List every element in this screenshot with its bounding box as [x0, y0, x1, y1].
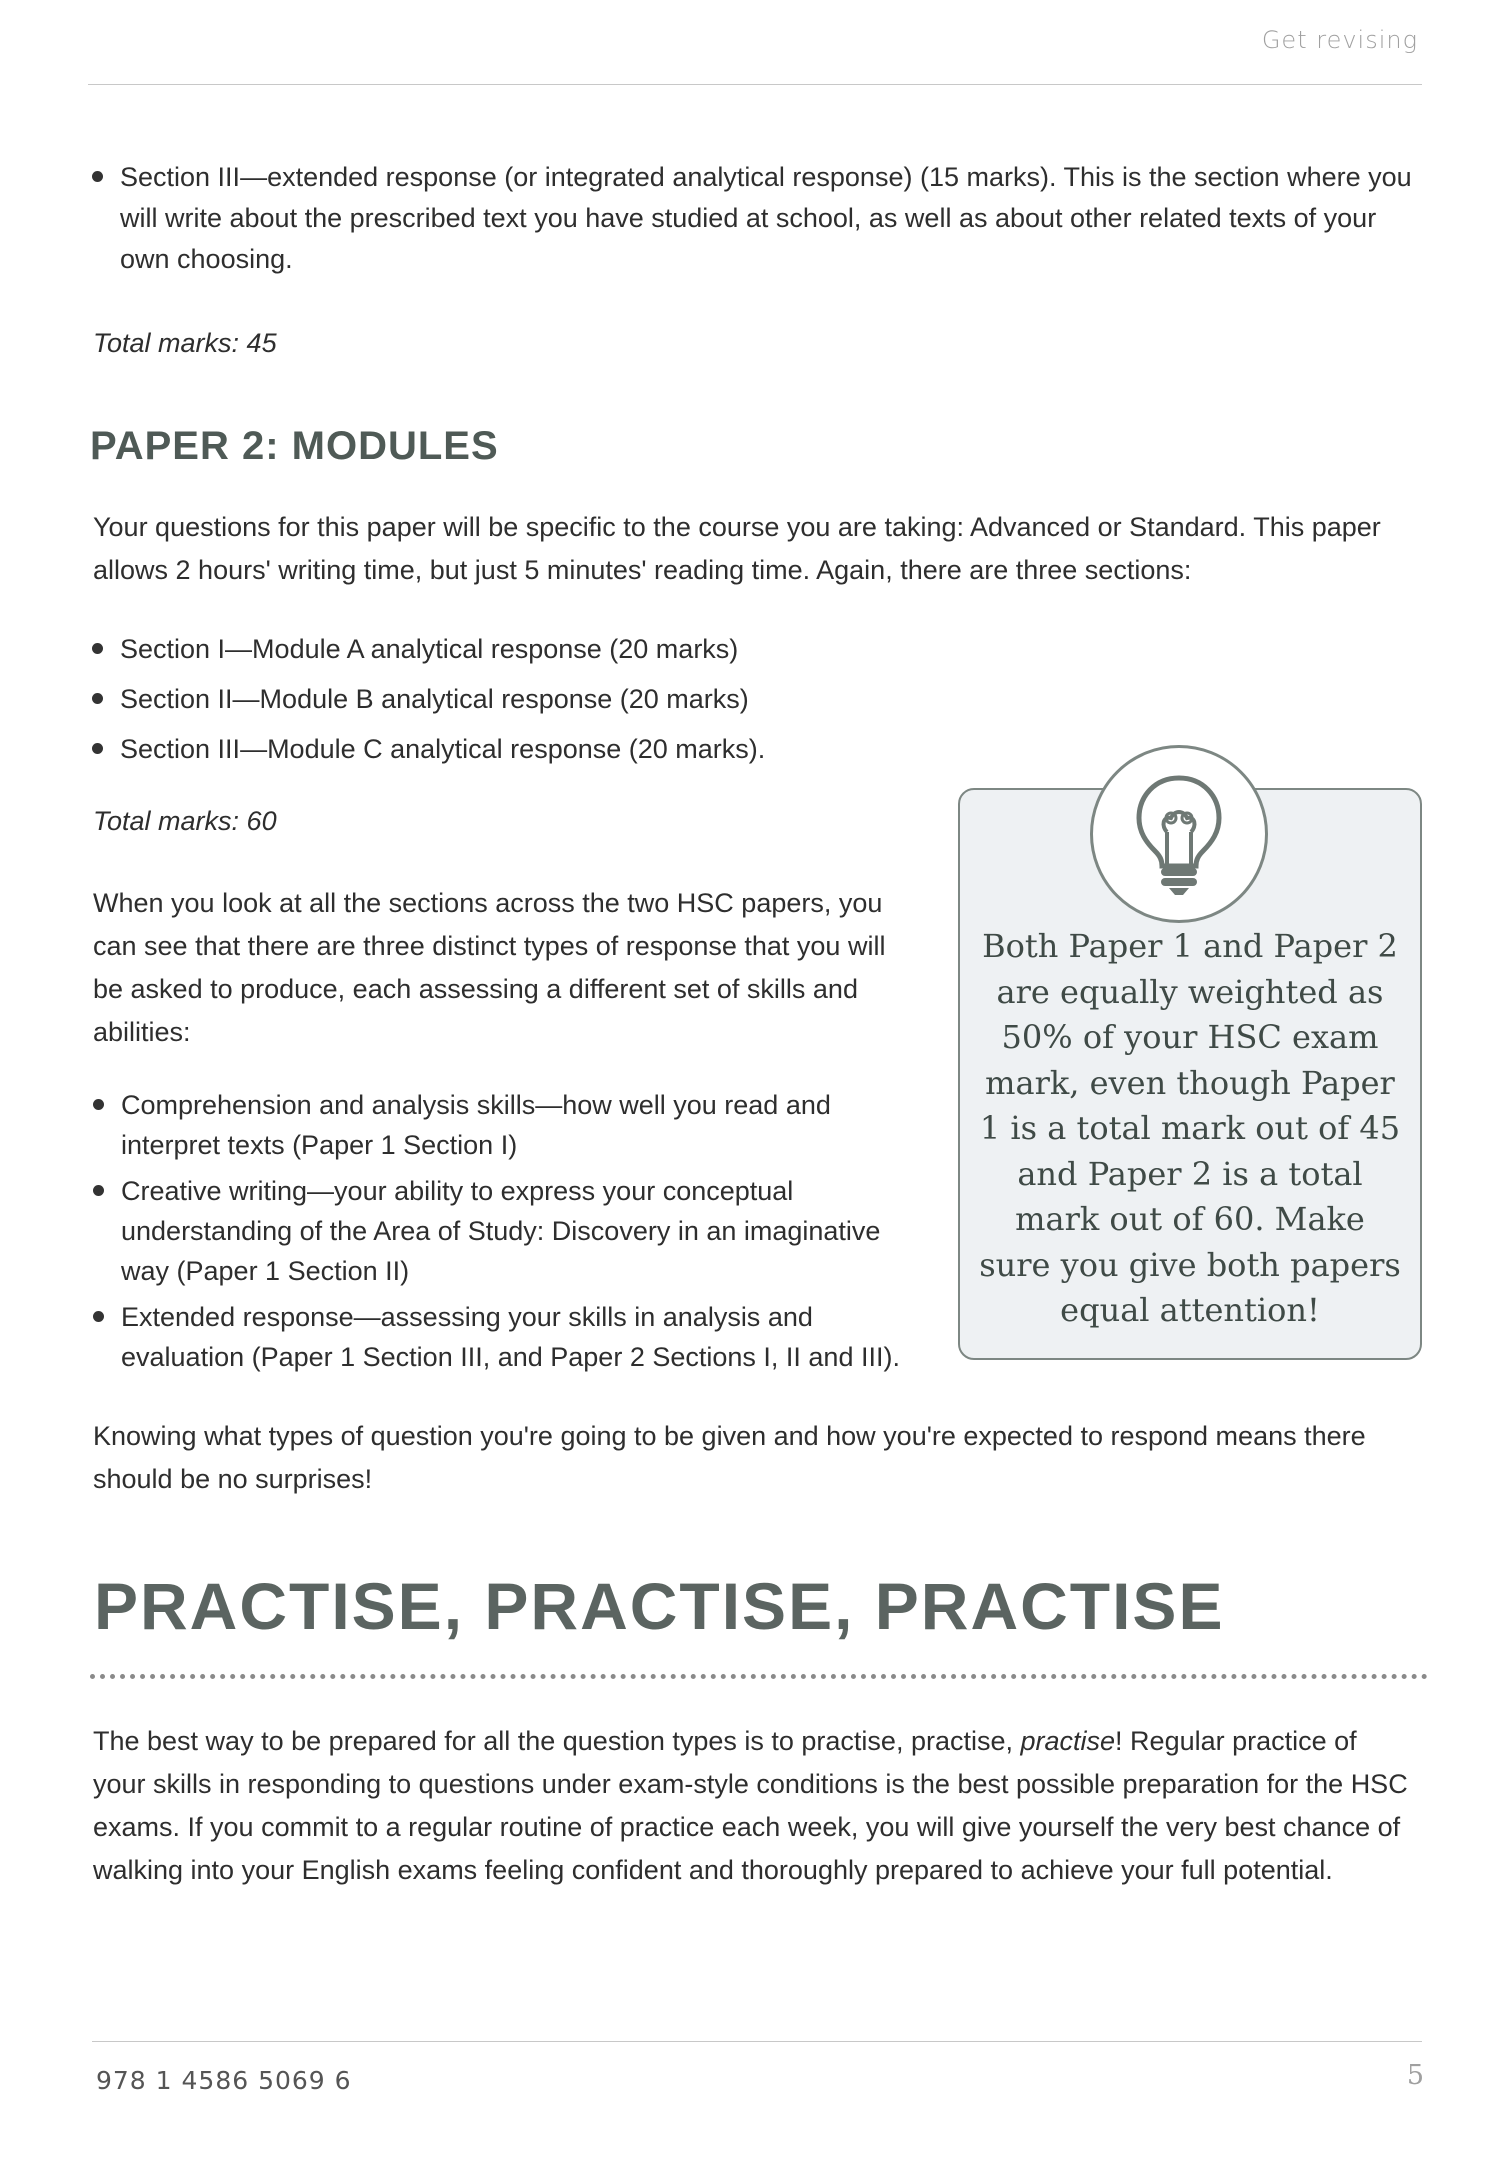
isbn: 978 1 4586 5069 6	[96, 2066, 352, 2095]
response-types-list	[89, 1085, 919, 1377]
response-bullet-2: Creative writing—your ability to express your conceptual understanding of the Area of Study: Discovery in an imaginative way (Paper 1 Section II)	[121, 1176, 881, 1286]
lightbulb-icon	[1127, 770, 1231, 898]
paper2-intro: Your questions for this paper will be specific to the course you are taking: Advanced or Standard. This paper allows 2 hours' writing time, but just 5 minutes' reading time. Again, there are three sections:	[93, 512, 1381, 585]
paper2-section-list	[88, 624, 988, 774]
bullet-icon	[92, 743, 103, 754]
paper2-bullet-1: Section I—Module A analytical response (20 marks)	[120, 634, 739, 664]
response-types-intro: When you look at all the sections across the two HSC papers, you can see that there are three distinct types of response that you will be asked to produce, each assessing a different set of skills and abilities:	[93, 888, 886, 1047]
practise-text-emphasis: practise	[1020, 1726, 1116, 1756]
tip-icon-circle	[1090, 745, 1268, 923]
list-item	[89, 1171, 919, 1291]
response-bullet-1: Comprehension and analysis skills—how well you read and interpret texts (Paper 1 Section I)	[121, 1090, 831, 1160]
bullet-icon	[93, 1099, 104, 1110]
list-item	[88, 624, 988, 674]
response-bullet-3: Extended response—assessing your skills in analysis and evaluation (Paper 1 Section III, and Paper 2 Sections I, II and III).	[121, 1302, 900, 1372]
bullet-icon	[93, 1311, 104, 1322]
bullet-icon	[92, 693, 103, 704]
paper2-bullet-2: Section II—Module B analytical response (20 marks)	[120, 684, 749, 714]
section3-list	[88, 157, 1428, 280]
practise-heading: PRACTISE, PRACTISE, PRACTISE	[94, 1569, 1225, 1643]
paper2-heading: PAPER 2: MODULES	[90, 424, 499, 468]
list-item	[88, 724, 988, 774]
tip-text: Both Paper 1 and Paper 2 are equally weighted as 50% of your HSC exam mark, even though Paper 1 is a total mark out of 45 and Paper 2 is a total mark out of 60. Make sure you give both papers equal attention!	[979, 927, 1401, 1329]
list-item	[88, 157, 1428, 280]
page-number: 5	[1406, 2060, 1424, 2091]
bottom-rule	[92, 2041, 1422, 2042]
list-item	[89, 1297, 919, 1377]
list-item	[89, 1085, 919, 1165]
bullet-icon	[93, 1185, 104, 1196]
dotted-divider	[90, 1674, 1428, 1679]
running-head: Get revising	[1261, 26, 1418, 54]
bullet-icon	[92, 643, 103, 654]
section3-bullet-text: Section III—extended response (or integrated analytical response) (15 marks). This is the section where you will write about the prescribed text you have studied at school, as well as about other related texts of your own choosing.	[120, 162, 1412, 274]
total-marks-60: Total marks: 60	[93, 806, 277, 836]
knowing-text: Knowing what types of question you're going to be given and how you're expected to respond means there should be no surprises!	[93, 1421, 1366, 1494]
paper2-bullet-3: Section III—Module C analytical response (20 marks).	[120, 734, 766, 764]
total-marks-45: Total marks: 45	[93, 328, 277, 358]
list-item	[88, 674, 988, 724]
practise-text	[93, 1720, 1413, 1892]
top-rule	[88, 84, 1422, 85]
practise-text-b: ! Regular practice of your skills in responding to questions under exam-style conditions is the best possible preparation for the HSC exams. If you commit to a regular routine of practice each week, you will give yourself the very best chance of walking into your English exams feeling confident and thoroughly prepared to achieve your full potential.	[93, 1726, 1408, 1885]
practise-text-a: The best way to be prepared for all the question types is to practise, practise,	[93, 1726, 1021, 1756]
bullet-icon	[92, 171, 103, 182]
